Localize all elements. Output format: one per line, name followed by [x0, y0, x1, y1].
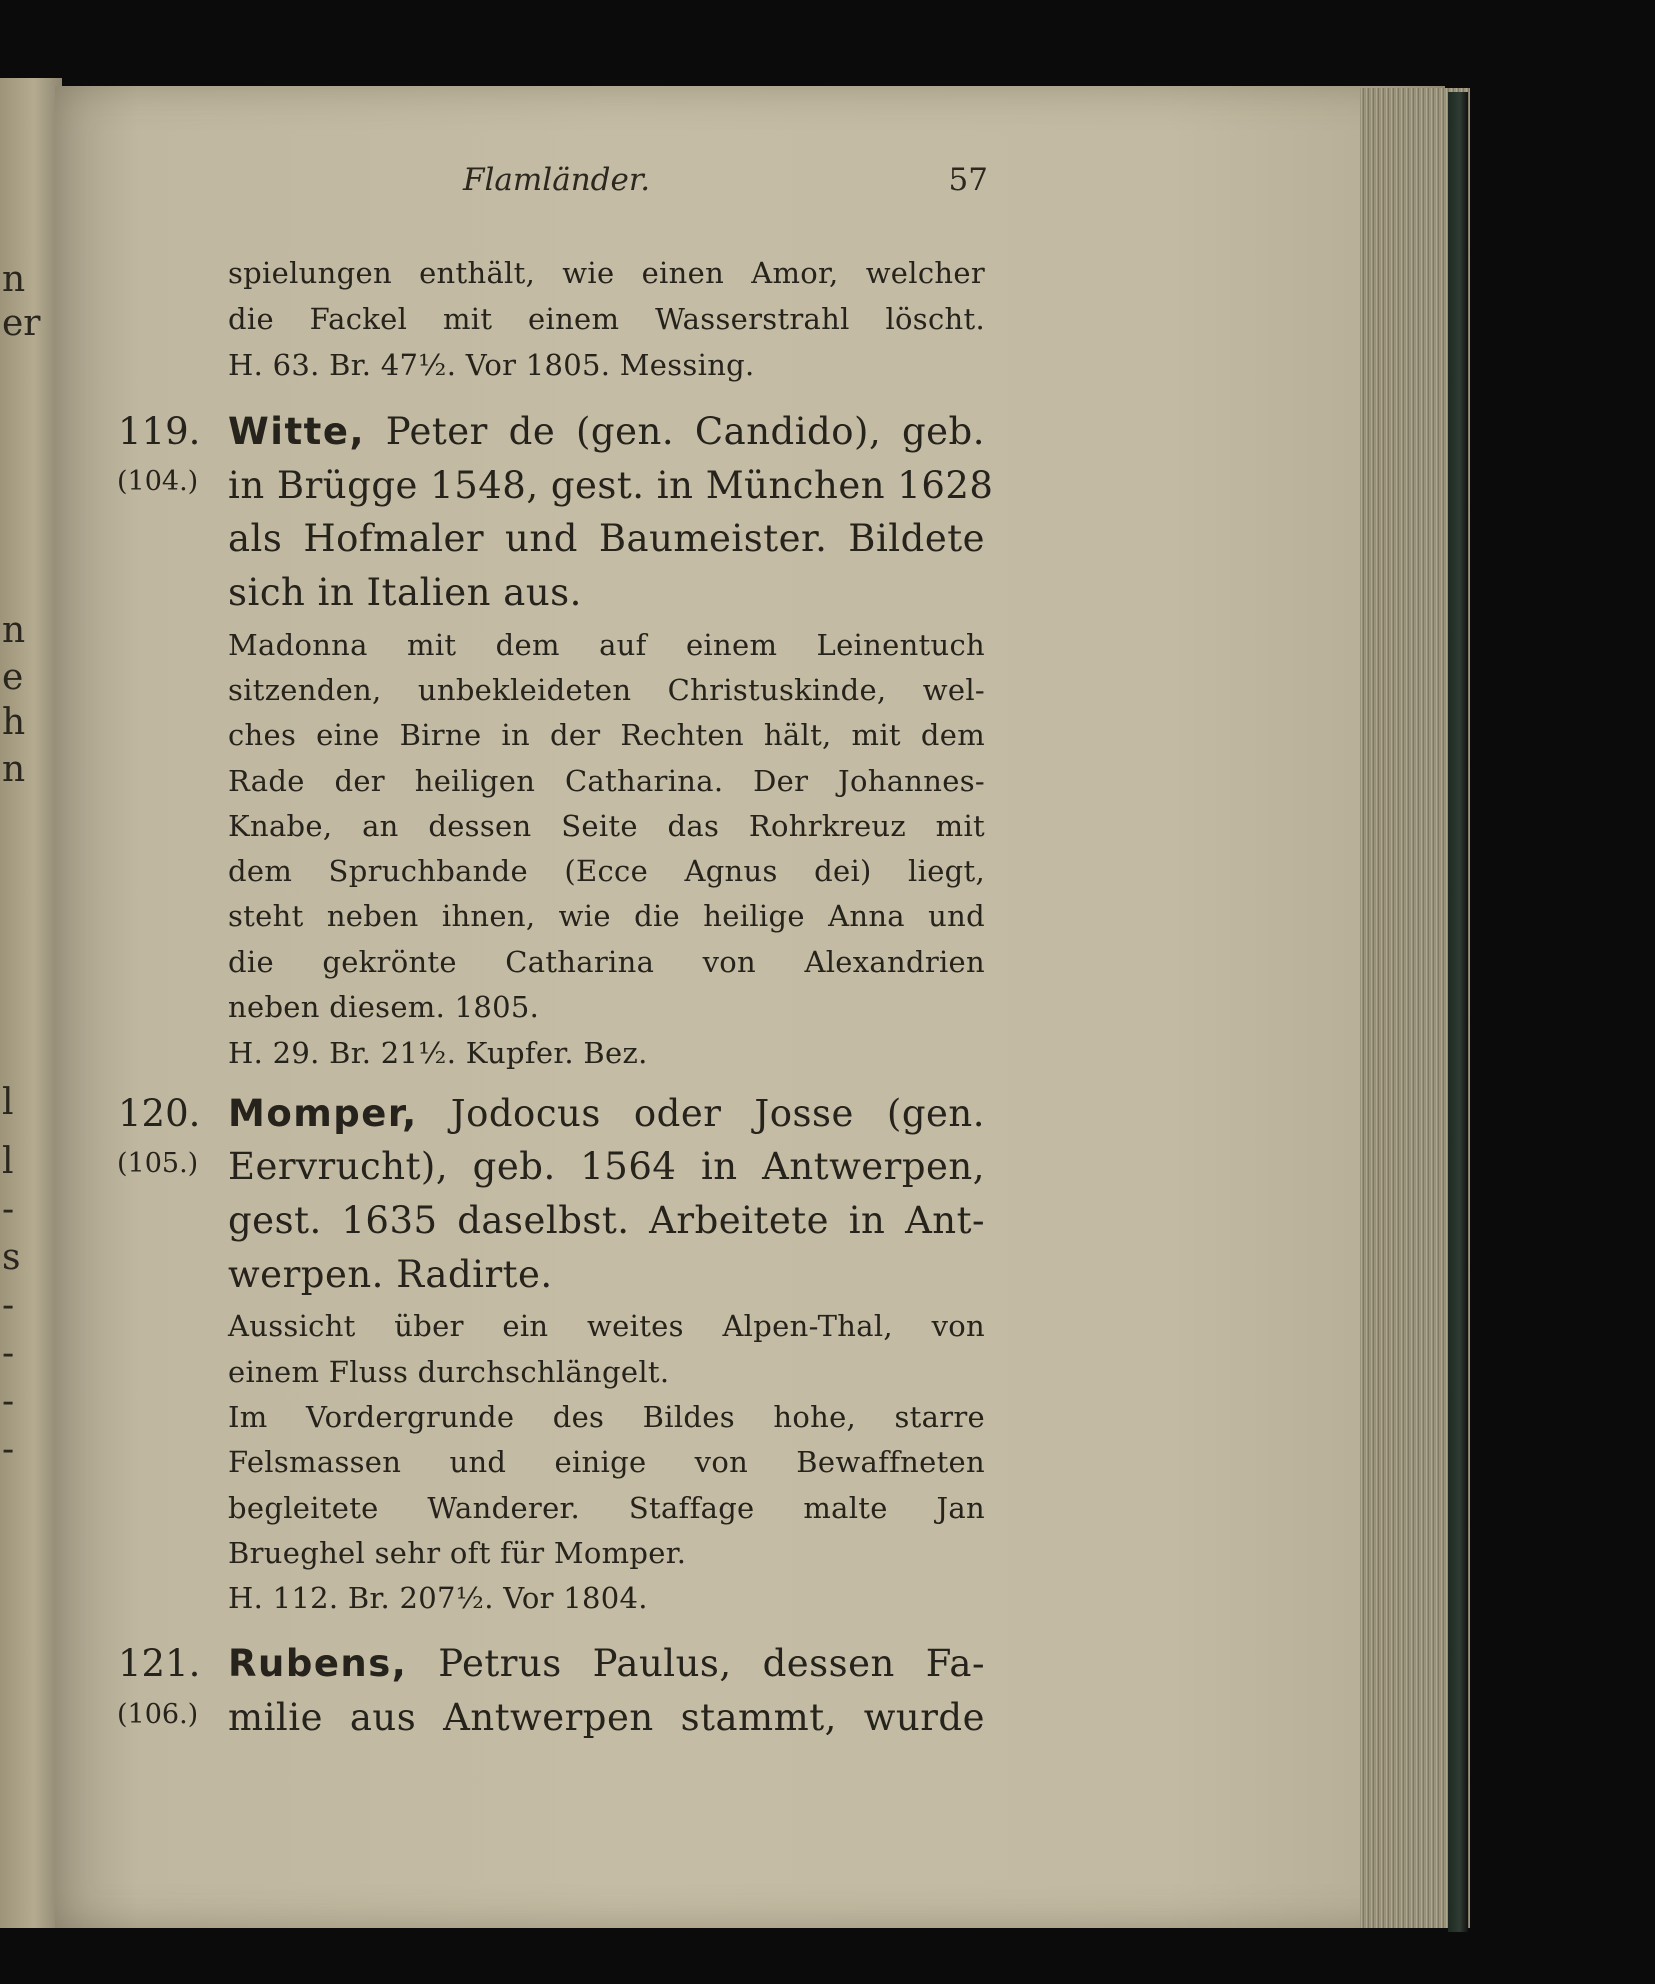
bio-line: werpen. Radirte. [228, 1253, 553, 1296]
facing-page-fragment: n [2, 749, 26, 790]
description-line: Madonna mit dem auf einem Leinentuch [228, 628, 985, 662]
description-line: die gekrönte Catharina von Alexandrien [228, 945, 985, 979]
facing-page-fragment: s [2, 1237, 21, 1278]
facing-page-fragment: h [2, 702, 26, 743]
bio-line: Eervrucht), geb. 1564 in Antwerpen, [228, 1145, 985, 1188]
facing-page-edge [0, 78, 62, 1928]
facing-page-fragment: - [2, 1429, 15, 1470]
bio-line: als Hofmaler und Baumeister. Bildete [228, 517, 985, 560]
description-line: Im Vordergrunde des Bildes hohe, starre [228, 1400, 985, 1434]
book-cover-edge [1448, 92, 1468, 1932]
original-number: (106.) [117, 1699, 199, 1730]
text-line: spielungen enthält, wie einen Amor, welcher [228, 256, 985, 290]
facing-page-fragment: - [2, 1189, 15, 1230]
original-number: (104.) [117, 466, 199, 497]
description-line: begleitete Wanderer. Staffage malte Jan [228, 1491, 985, 1525]
artist-bio: Peter de (gen. Candido), geb. [365, 410, 985, 453]
facing-page-fragment: - [2, 1333, 15, 1374]
bio-line: milie aus Antwerpen stammt, wurde [228, 1696, 985, 1739]
description-line: neben diesem. 1805. [228, 990, 540, 1024]
catalog-meta: H. 63. Br. 47½. Vor 1805. Messing. [228, 348, 755, 382]
facing-page-fragment: - [2, 1381, 15, 1422]
section-title: Flamländer. [463, 162, 651, 198]
artist-name: Witte, [228, 410, 366, 453]
catalog-meta: H. 29. Br. 21½. Kupfer. Bez. [228, 1036, 648, 1070]
description-line: einem Fluss durchschlängelt. [228, 1355, 670, 1389]
bio-line: gest. 1635 daselbst. Arbeitete in Ant- [228, 1199, 985, 1242]
artist-line [228, 410, 985, 453]
description-line: Felsmassen und einige von Bewaffneten [228, 1445, 985, 1479]
artist-name: Momper, [228, 1092, 418, 1135]
running-head [463, 162, 988, 206]
description-line: Aussicht über ein weites Alpen-Thal, von [228, 1309, 985, 1343]
description-line: Rade der heiligen Catharina. Der Johannes- [228, 764, 985, 798]
artist-bio: Petrus Paulus, dessen Fa- [407, 1642, 985, 1685]
facing-page-fragment: - [2, 1285, 15, 1326]
artist-bio: Jodocus oder Josse (gen. [417, 1092, 985, 1135]
facing-page-fragment: l [2, 1082, 14, 1123]
description-line: steht neben ihnen, wie die heilige Anna und [228, 899, 985, 933]
bio-line: in Brügge 1548, gest. in München 1628 [228, 464, 994, 507]
facing-page-fragment: n [2, 259, 26, 300]
facing-page-fragment: e [2, 657, 24, 698]
entry-number: 121. [118, 1642, 201, 1685]
facing-page-fragment: er [2, 303, 41, 344]
catalog-meta: H. 112. Br. 207½. Vor 1804. [228, 1581, 648, 1615]
original-number: (105.) [117, 1148, 199, 1179]
artist-line [228, 1092, 985, 1135]
bio-line: sich in Italien aus. [228, 571, 582, 614]
entry-number: 120. [118, 1092, 201, 1135]
facing-page-fragment: l [2, 1141, 14, 1182]
entry-number: 119. [118, 410, 201, 453]
facing-page-fragment: n [2, 610, 26, 651]
page-number: 57 [948, 162, 988, 198]
artist-line [228, 1642, 985, 1685]
text-line: die Fackel mit einem Wasserstrahl löscht. [228, 302, 985, 336]
description-line: ches eine Birne in der Rechten hält, mit dem [228, 718, 985, 752]
description-line: sitzenden, unbekleideten Christuskinde, wel- [228, 673, 985, 707]
description-line: Knabe, an dessen Seite das Rohrkreuz mit [228, 809, 985, 843]
artist-name: Rubens, [228, 1642, 408, 1685]
description-line: dem Spruchbande (Ecce Agnus dei) liegt, [228, 854, 985, 888]
description-line: Brueghel sehr oft für Momper. [228, 1536, 687, 1570]
